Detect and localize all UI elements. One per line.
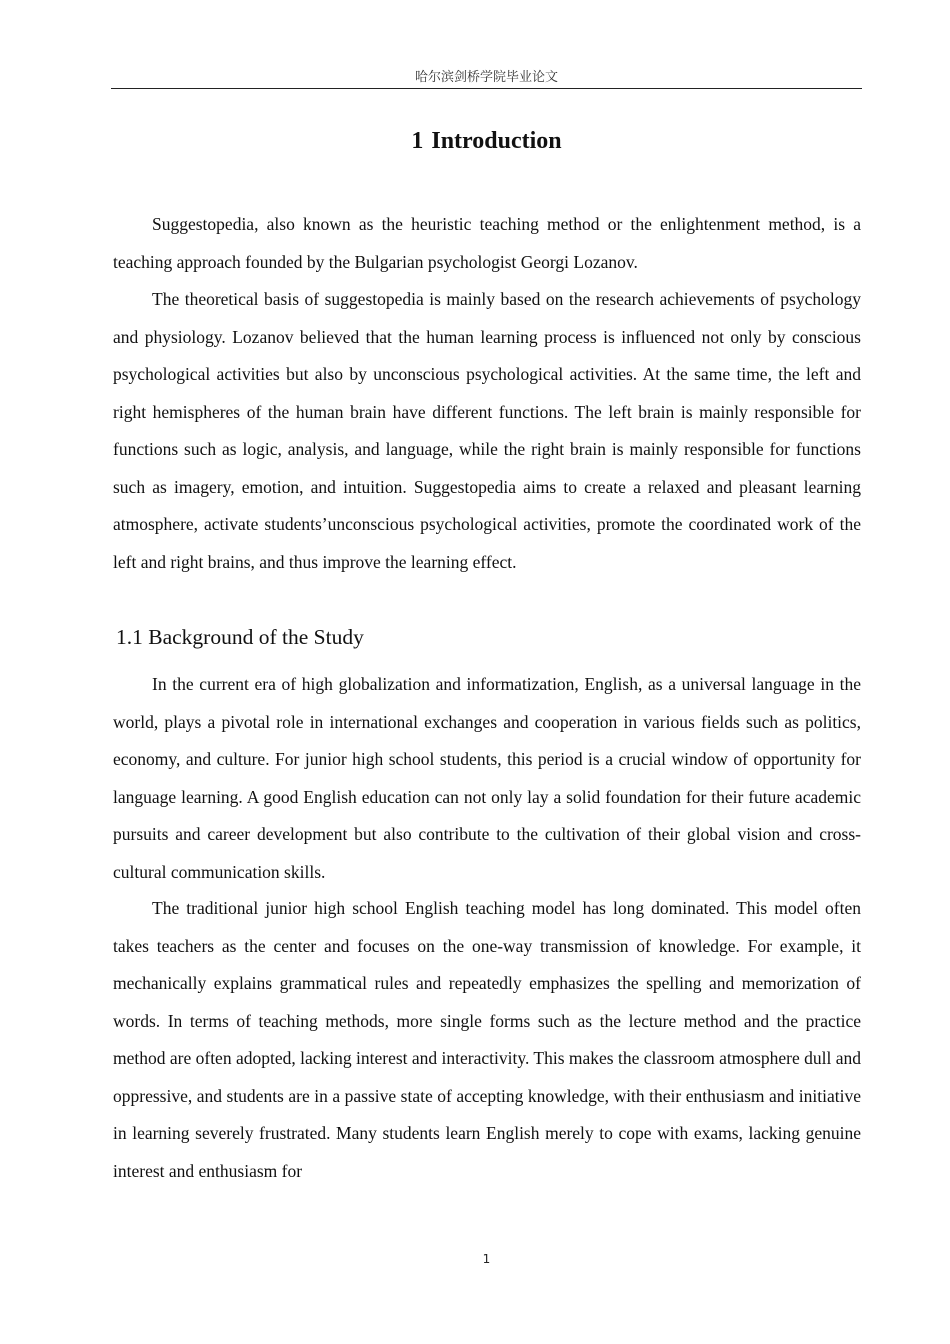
intro-block — [113, 206, 861, 581]
section-body — [113, 666, 861, 891]
section-heading: 1.1 Background of the Study — [116, 625, 364, 649]
page-number: 1 — [482, 1252, 491, 1266]
intro-paragraph-1: Suggestopedia, also known as the heuristic teaching method or the enlightenment method, is a teaching approach founded by the Bulgarian psychologist Georgi Lozanov. — [113, 214, 861, 272]
chapter-number: 1 — [411, 128, 424, 154]
running-header: 哈尔滨剑桥学院毕业论文 — [414, 70, 558, 85]
chapter-title — [111, 128, 862, 155]
chapter-title-text: Introduction — [431, 128, 562, 154]
header-rule — [111, 88, 862, 89]
section-paragraph-1: In the current era of high globalization and informatization, English, as a universal language in the world, plays a pivotal role in international exchanges and cooperation in various fields such as politics, economy, and culture. For junior high school students, this period is a crucial window of opportunity for language learning. A good English education can not only lay a solid foundation for their future academic pursuits and career development but also contribute to the cultivation of their global vision and cross-cultural communication skills. — [113, 674, 861, 882]
intro-paragraph-2: The theoretical basis of suggestopedia is mainly based on the research achievements of psychology and physiology. Lozanov believed that the human learning process is influenced not only by conscious psychological activities but also by unconscious psychological activities. At the same time, the left and right hemispheres of the human brain have different functions. The left brain is mainly responsible for functions such as logic, analysis, and language, while the right brain is mainly responsible for functions such as imagery, emotion, and intuition. Suggestopedia aims to create a relaxed and pleasant learning atmosphere, activate students’unconscious psychological activities, promote the coordinated work of the left and right brains, and thus improve the learning effect. — [113, 289, 861, 572]
section-body-2 — [113, 890, 861, 1190]
section-paragraph-2: The traditional junior high school English teaching model has long dominated. This model often takes teachers as the center and focuses on the one-way transmission of knowledge. For example, it mechanically explains grammatical rules and repeatedly emphasizes the spelling and memorization of words. In terms of teaching methods, more single forms such as the lecture method and the practice method are often adopted, lacking interest and interactivity. This makes the classroom atmosphere dull and oppressive, and students are in a passive state of accepting knowledge, with their enthusiasm and initiative in learning severely frustrated. Many students learn English merely to cope with exams, lacking genuine interest and enthusiasm for — [113, 898, 861, 1181]
section-block — [113, 622, 861, 652]
